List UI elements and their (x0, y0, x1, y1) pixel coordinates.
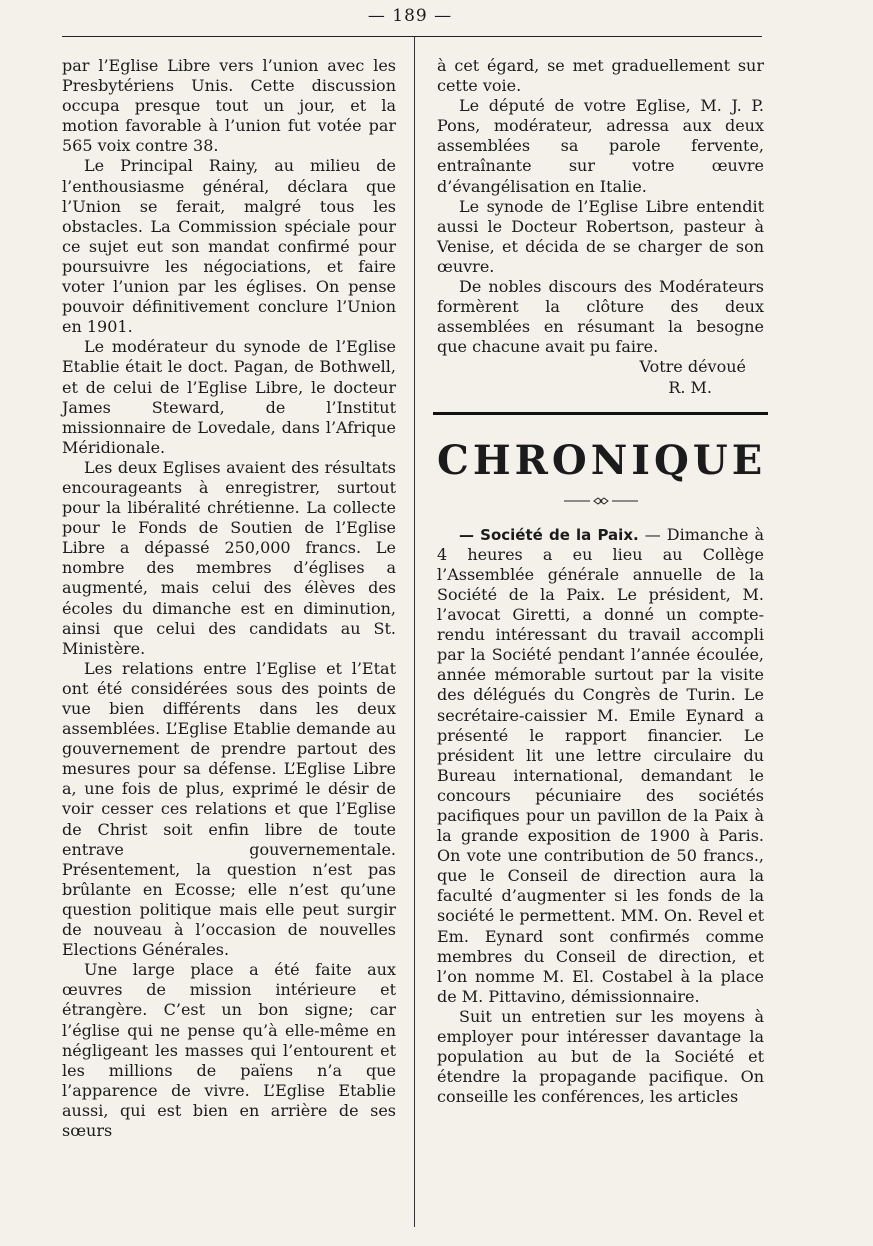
paragraph: Le modérateur du synode de l’Eglise Etablie était le doct. Pagan, de Bothwell, et de celui de l’Eglise Libre, le docteur James Steward, de l’Institut missionnaire de Lovedale, dans l’Afrique Méridionale. (62, 337, 396, 457)
header-rule (62, 36, 762, 37)
letter-signature: R. M. (668, 377, 712, 397)
paragraph: Suit un entretien sur les moyens à employer pour intéresser davantage la population au but de la Société et étendre la propagande pacifique. On conseille les conférences, les articles (437, 1006, 764, 1107)
page-number: — 189 — (367, 6, 453, 26)
letter-closing: Votre dévoué (639, 357, 746, 377)
paragraph-text: — Dimanche à 4 heures a eu lieu au Collège l’Assemblée générale annuelle de la Société de la Paix. Le président, M. l’avocat Giretti, a donné un compte-rendu intéressant du travail accompli par la Société pendant l’année écoulée, année mémorable surtout par la visite des délégués du Congrès de Turin. Le secrétaire-caissier M. Emile Eynard a présenté le rapport financier. Le président lit une lettre circulaire du Bureau international, demandant le concours pécuniaire des sociétés pacifiques pour un pavillon de la Paix à la grande exposition de 1900 à Paris. On vote une contribution de 50 francs., que le Conseil de direction aura la faculté d’augmenter si les fonds de la société le permettent. MM. On. Revel et Em. Eynard sont confirmés comme membres du Conseil de direction, et l’on nomme M. El. Costabel à la place de M. Pittavino, démissionnaire. (437, 524, 765, 1006)
left-column (62, 56, 396, 1141)
column-divider (414, 37, 415, 1227)
paragraph: Une large place a été faite aux œuvres de mission intérieure et étrangère. C’est un bon signe; car l’église qui ne pense qu’à elle-même en négligeant les masses qui l’entourent et les millions de païens n’a que l’apparence de vivre. L’Eglise Etablie aussi, qui est bien en arrière de ses sœurs (62, 960, 396, 1140)
paragraph: à cet égard, se met graduellement sur cette voie. (437, 56, 764, 96)
paragraph: Le synode de l’Eglise Libre entendit aussi le Docteur Robertson, pasteur à Venise, et décida de se charger de son œuvre. (437, 196, 764, 276)
ornament-divider (437, 491, 764, 511)
paragraph: De nobles discours des Modérateurs formèrent la clôture des deux assemblées en résumant la besogne que chacune avait pu faire. (437, 277, 764, 357)
section-title: CHRONIQUE (437, 436, 767, 484)
paragraph (437, 525, 764, 1007)
paragraph: Le député de votre Eglise, M. J. P. Pons, modérateur, adressa aux deux assemblées sa parole fervente, entraînante sur votre œuvre d’évangélisation en Italie. (437, 96, 764, 196)
ornament-icon (562, 496, 640, 506)
section-subheading: — Société de la Paix. (459, 525, 639, 544)
paragraph: Le Principal Rainy, au milieu de l’enthousiasme général, déclara que l’Union se ferait, malgré tous les obstacles. La Commission spéciale pour ce sujet eut son mandat confirmé pour poursuivre les négociations, et faire voter l’union par les églises. On pense pouvoir définitivement conclure l’Union en 1901. (62, 156, 396, 337)
paragraph: Les deux Eglises avaient des résultats encourageants à enregistrer, surtout pour la libéralité chrétienne. La collecte pour le Fonds de Soutien de l’Eglise Libre a dépassé 250,000 francs. Le nombre des membres d’églises a augmenté, mais celui des élèves des écoles du dimanche est en diminution, ainsi que celui des candidats au St. Ministère. (62, 457, 396, 658)
right-column (437, 56, 767, 1107)
paragraph: par l’Eglise Libre vers l’union avec les Presbytériens Unis. Cette discussion occupa presque tout un jour, et la motion favorable à l’union fut votée par 565 voix contre 38. (62, 56, 396, 156)
section-rule (433, 412, 768, 415)
paragraph: Les relations entre l’Eglise et l’Etat ont été considérées sous des points de vue bien différents dans les deux assemblées. L’Eglise Etablie demande au gouvernement de prendre partout des mesures pour sa défense. L’Eglise Libre a, une fois de plus, exprimé le désir de voir cesser ces relations et que l’Eglise de Christ soit enfin libre de toute entrave gouvernementale. Présentement, la question n’est pas brûlante en Ecosse; elle n’est qu’une question politique mais elle peut surgir de nouveau à l’occasion de nouvelles Elections Générales. (62, 658, 396, 960)
